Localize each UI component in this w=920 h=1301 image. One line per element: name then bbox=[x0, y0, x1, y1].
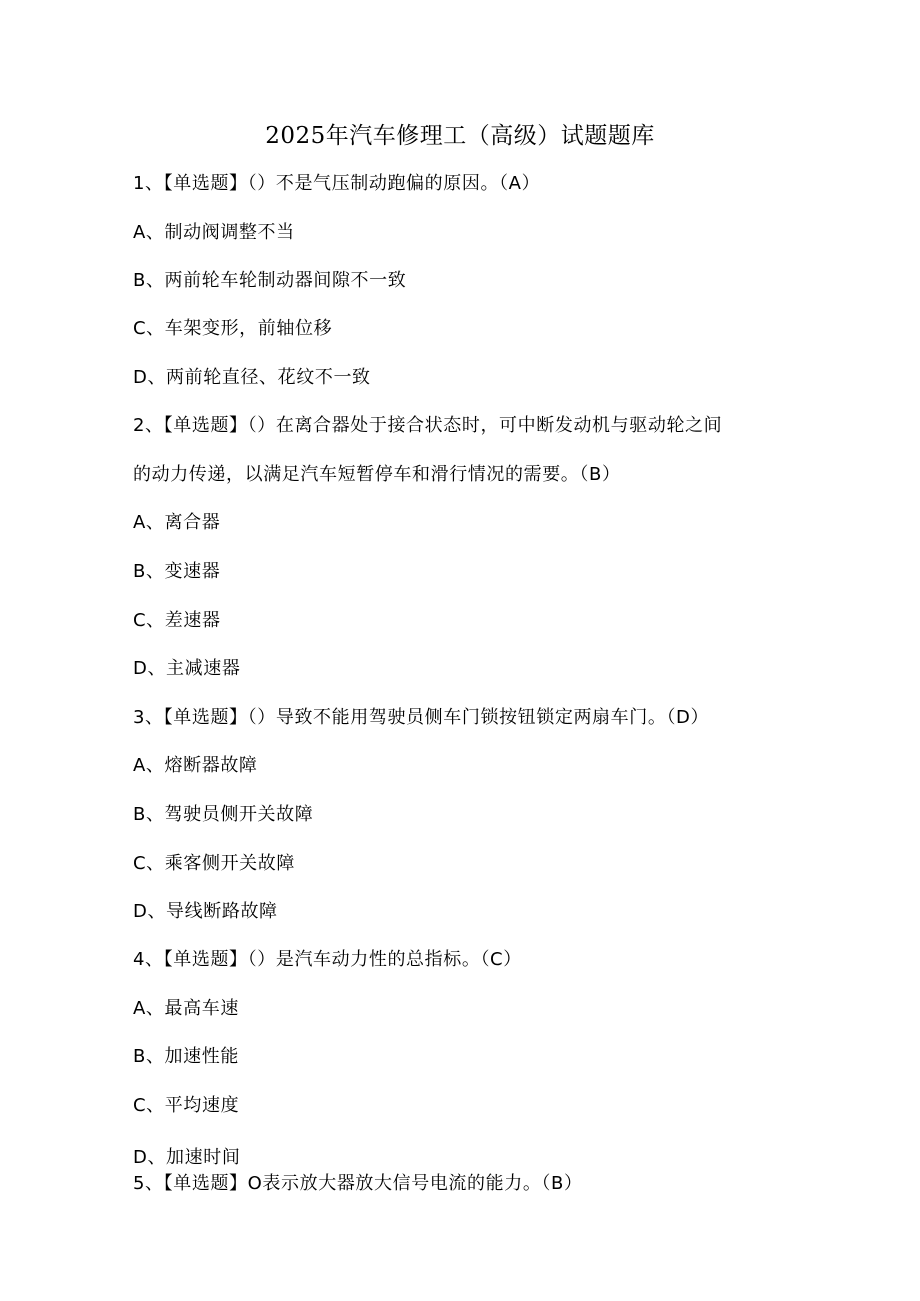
question-4-stem: 4、【单选题】（）是汽车动力性的总指标。（C） bbox=[133, 949, 522, 970]
question-2-option-d: D、主减速器 bbox=[133, 658, 241, 679]
question-4-option-a: A、最高车速 bbox=[133, 998, 239, 1019]
question-5-stem: 5、【单选题】O表示放大器放大信号电流的能力。（B） bbox=[133, 1173, 583, 1194]
question-2-option-c: C、差速器 bbox=[133, 610, 221, 631]
question-3-stem: 3、【单选题】（）导致不能用驾驶员侧车门锁按钮锁定两扇车门。（D） bbox=[133, 707, 710, 728]
question-2-option-b: B、变速器 bbox=[133, 561, 221, 582]
question-1-option-c: C、车架变形，前轴位移 bbox=[133, 318, 333, 339]
question-4-option-d: D、加速时间 bbox=[133, 1147, 241, 1168]
question-2-stem-line-1: 2、【单选题】（）在离合器处于接合状态时，可中断发动机与驱动轮之间 bbox=[133, 415, 723, 436]
question-1-option-b: B、两前轮车轮制动器间隙不一致 bbox=[133, 270, 407, 291]
document-title: 2025年汽车修理工（高级）试题题库 bbox=[265, 123, 655, 149]
question-1-option-d: D、两前轮直径、花纹不一致 bbox=[133, 367, 371, 388]
question-4-option-c: C、平均速度 bbox=[133, 1095, 240, 1116]
question-1-option-a: A、制动阀调整不当 bbox=[133, 222, 295, 243]
question-3-option-b: B、驾驶员侧开关故障 bbox=[133, 804, 314, 825]
question-3-option-d: D、导线断路故障 bbox=[133, 901, 278, 922]
question-3-option-c: C、乘客侧开关故障 bbox=[133, 853, 295, 874]
question-4-option-b: B、加速性能 bbox=[133, 1046, 239, 1067]
question-2-option-a: A、离合器 bbox=[133, 512, 221, 533]
question-1-stem: 1、【单选题】（）不是气压制动跑偏的原因。（A） bbox=[133, 173, 541, 194]
question-2-stem-line-2: 的动力传递，以满足汽车短暂停车和滑行情况的需要。（B） bbox=[133, 464, 621, 485]
question-3-option-a: A、熔断器故障 bbox=[133, 755, 258, 776]
